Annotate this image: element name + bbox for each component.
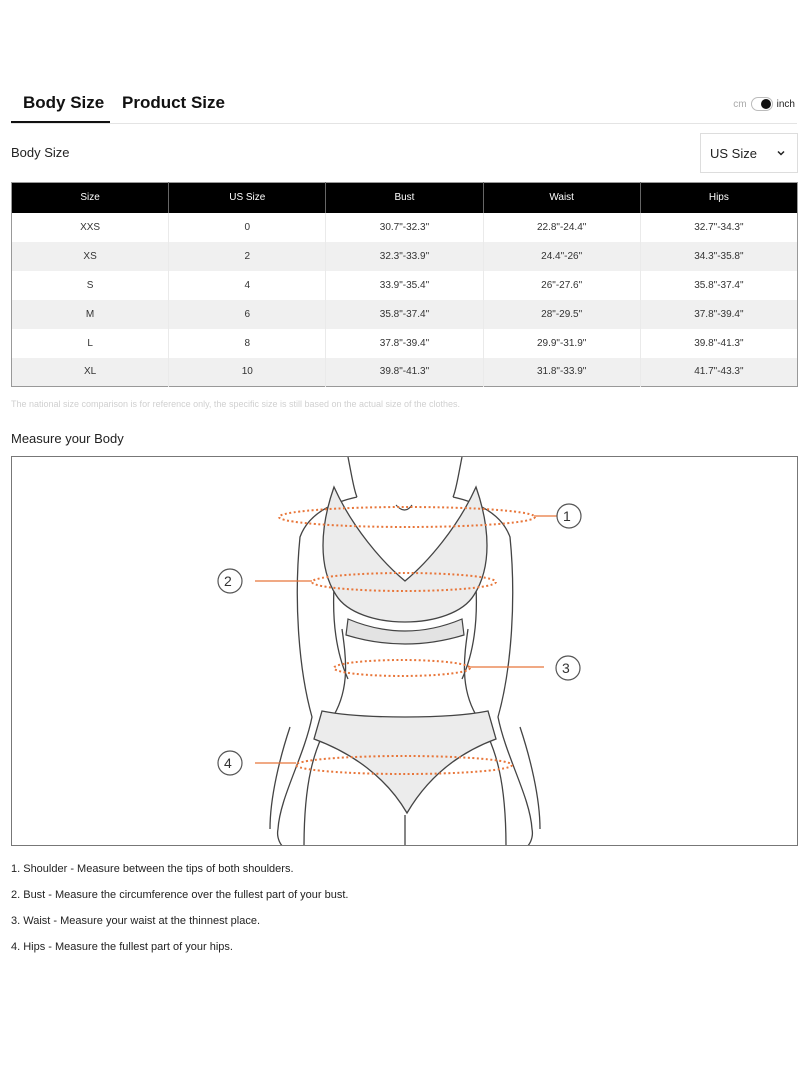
table-cell: XL — [12, 358, 169, 387]
table-cell: 4 — [169, 271, 326, 300]
size-chart-table — [11, 182, 798, 387]
column-header: US Size — [169, 183, 326, 213]
table-cell: 22.8"-24.4" — [483, 213, 640, 242]
table-cell: 24.4"-26" — [483, 242, 640, 271]
unit-switch[interactable] — [751, 97, 773, 111]
table-cell: 6 — [169, 300, 326, 329]
tab-body-size[interactable]: Body Size — [23, 93, 105, 112]
column-header: Waist — [483, 183, 640, 213]
size-standard-select[interactable] — [700, 133, 798, 173]
table-cell: 32.3"-33.9" — [326, 242, 483, 271]
table-cell: 37.8"-39.4" — [640, 300, 797, 329]
table-cell: S — [12, 271, 169, 300]
marker-3: 3 — [562, 660, 570, 676]
table-cell: 28"-29.5" — [483, 300, 640, 329]
measure-heading: Measure your Body — [11, 431, 124, 446]
size-standard-value: US Size — [710, 145, 757, 161]
column-header: Size — [12, 183, 169, 213]
table-cell: 33.9"-35.4" — [326, 271, 483, 300]
active-tab-indicator — [11, 121, 110, 123]
marker-4: 4 — [224, 755, 232, 771]
tab-product-size[interactable]: Product Size — [122, 93, 225, 112]
table-cell: 8 — [169, 329, 326, 358]
table-row — [12, 213, 798, 242]
size-tabs — [11, 86, 797, 124]
table-row — [12, 329, 798, 358]
table-cell: XS — [12, 242, 169, 271]
table-row — [12, 271, 798, 300]
unit-cm-label: cm — [733, 98, 747, 110]
table-cell: 31.8"-33.9" — [483, 358, 640, 387]
table-cell: 35.8"-37.4" — [326, 300, 483, 329]
instruction-bust: 2. Bust - Measure the circumference over the fullest part of your bust. — [11, 889, 349, 901]
instruction-shoulder: 1. Shoulder - Measure between the tips of both shoulders. — [11, 863, 294, 875]
table-cell: L — [12, 329, 169, 358]
marker-1: 1 — [563, 508, 571, 524]
table-cell: 29.9"-31.9" — [483, 329, 640, 358]
marker-2: 2 — [224, 573, 232, 589]
table-header-row — [12, 183, 798, 213]
table-cell: 32.7"-34.3" — [694, 221, 744, 233]
body-diagram-icon — [12, 457, 798, 846]
table-cell: 41.7"-43.3" — [640, 358, 797, 387]
body-size-heading: Body Size — [11, 145, 70, 160]
table-cell: 39.8"-41.3" — [694, 337, 744, 349]
table-cell: 35.8"-37.4" — [694, 279, 744, 291]
table-cell: 2 — [169, 242, 326, 271]
table-cell: XXS — [12, 213, 169, 242]
body-measure-illustration — [11, 456, 798, 846]
table-cell: M — [12, 300, 169, 329]
table-cell: 0 — [169, 213, 326, 242]
table-cell: 39.8"-41.3" — [326, 358, 483, 387]
table-row — [12, 242, 798, 271]
table-row — [12, 300, 798, 329]
size-disclaimer: The national size comparison is for reference only, the specific size is still based on the actual size of the clothes. — [11, 399, 461, 409]
table-cell: 26"-27.6" — [483, 271, 640, 300]
column-header: Bust — [326, 183, 483, 213]
switch-knob — [761, 99, 771, 109]
column-header: Hips — [640, 183, 797, 213]
unit-toggle — [733, 97, 795, 111]
table-cell: 37.8"-39.4" — [326, 329, 483, 358]
table-row — [12, 358, 798, 387]
unit-inch-label: inch — [776, 98, 795, 110]
table-cell: 30.7"-32.3" — [326, 213, 483, 242]
instruction-hips: 4. Hips - Measure the fullest part of your hips. — [11, 941, 233, 953]
table-cell: 10 — [169, 358, 326, 387]
table-cell: 34.3"-35.8" — [640, 242, 797, 271]
chevron-down-icon — [775, 147, 787, 159]
instruction-waist: 3. Waist - Measure your waist at the thinnest place. — [11, 915, 261, 927]
